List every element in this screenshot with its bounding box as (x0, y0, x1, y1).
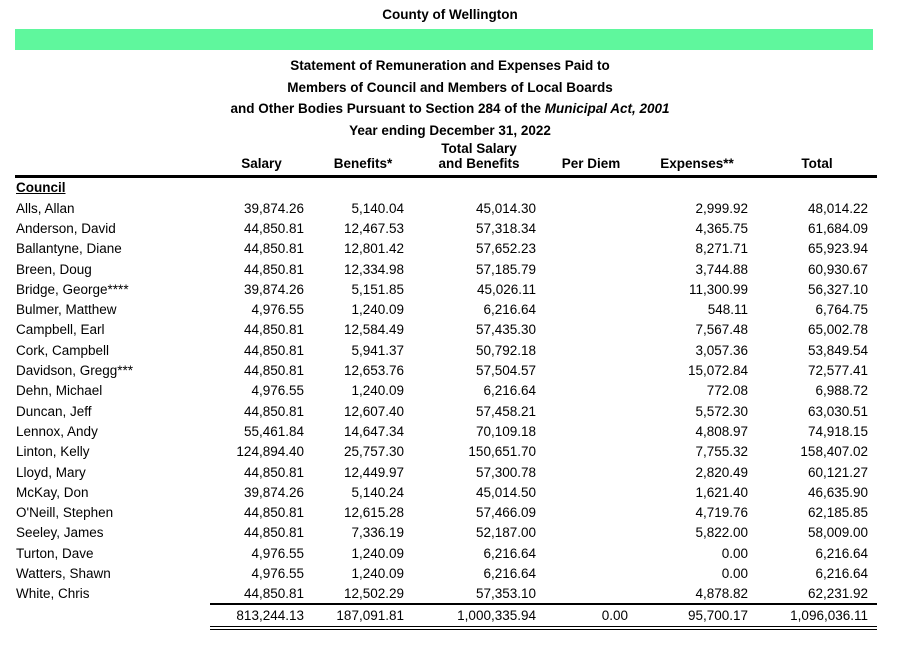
cell-salary: 4,976.55 (251, 565, 304, 581)
cell-name: Linton, Kelly (16, 444, 90, 460)
cell-benefits: 1,240.09 (351, 565, 404, 581)
cell-expenses: 5,572.30 (695, 403, 748, 419)
table-row (15, 360, 877, 380)
cell-per_diem (545, 218, 637, 238)
cell-name: Ballantyne, Diane (16, 241, 122, 257)
cell-total: 60,121.27 (807, 464, 868, 480)
cell-expenses: 4,878.82 (695, 585, 748, 601)
cell-total_salary_benefits: 6,216.64 (483, 383, 536, 399)
table-row (15, 401, 877, 421)
cell-total_salary_benefits: 6,216.64 (483, 565, 536, 581)
cell-salary: 39,874.26 (243, 281, 304, 297)
cell-benefits: 25,757.30 (343, 444, 404, 460)
cell-name: Turton, Dave (16, 545, 94, 561)
table-row (15, 462, 877, 482)
table-row (15, 563, 877, 583)
col-header-salary: Salary (210, 135, 313, 176)
cell-total: 46,635.90 (807, 484, 868, 500)
cell-benefits: 5,140.04 (351, 200, 404, 216)
cell-benefits: 5,941.37 (351, 342, 404, 358)
cell-name: Watters, Shawn (16, 565, 111, 581)
statement-line-4: Year ending December 31, 2022 (349, 122, 551, 138)
cell-total_salary_benefits: 57,318.34 (475, 220, 536, 236)
cell-total_salary_benefits: 57,300.78 (475, 464, 536, 480)
cell-expenses: 15,072.84 (687, 363, 748, 379)
table-row (15, 340, 877, 360)
table-header-row (15, 135, 877, 176)
table-row (15, 279, 877, 299)
cell-total: 65,923.94 (807, 241, 868, 257)
cell-salary: 44,850.81 (243, 261, 304, 277)
cell-per_diem (545, 259, 637, 279)
cell-expenses: 5,822.00 (695, 525, 748, 541)
totals-per-diem: 0.00 (545, 604, 637, 628)
statement-line-1: Statement of Remuneration and Expenses Paid to (290, 58, 610, 73)
cell-total: 6,216.64 (815, 545, 868, 561)
cell-total: 62,231.92 (807, 585, 868, 601)
cell-expenses: 8,271.71 (695, 241, 748, 257)
cell-expenses: 3,744.88 (695, 261, 748, 277)
cell-total_salary_benefits: 57,504.57 (475, 363, 536, 379)
cell-expenses: 1,621.40 (695, 484, 748, 500)
cell-name: McKay, Don (16, 484, 89, 500)
cell-salary: 44,850.81 (243, 403, 304, 419)
cell-expenses: 4,719.76 (695, 505, 748, 521)
cell-per_diem (545, 543, 637, 563)
cell-total: 48,014.22 (807, 200, 868, 216)
totals-total-salary-benefits: 1,000,335.94 (413, 604, 545, 628)
cell-benefits: 5,140.24 (351, 484, 404, 500)
cell-expenses: 772.08 (706, 383, 748, 399)
cell-per_diem (545, 421, 637, 441)
cell-total: 158,407.02 (800, 444, 868, 460)
cell-benefits: 12,607.40 (343, 403, 404, 419)
cell-benefits: 12,502.29 (343, 585, 404, 601)
cell-benefits: 1,240.09 (351, 383, 404, 399)
cell-salary: 4,976.55 (251, 545, 304, 561)
cell-salary: 39,874.26 (243, 200, 304, 216)
cell-salary: 44,850.81 (243, 342, 304, 358)
cell-expenses: 4,808.97 (695, 423, 748, 439)
cell-total: 53,849.54 (807, 342, 868, 358)
cell-total: 62,185.85 (807, 505, 868, 521)
cell-expenses: 7,755.32 (695, 444, 748, 460)
cell-total_salary_benefits: 57,185.79 (475, 261, 536, 277)
statement-line-3-act: Municipal Act, 2001 (544, 101, 670, 116)
cell-name: Bridge, George**** (16, 281, 129, 297)
cell-per_diem (545, 584, 637, 604)
cell-expenses: 3,057.36 (695, 342, 748, 358)
cell-salary: 44,850.81 (243, 464, 304, 480)
highlight-bar (15, 29, 873, 50)
cell-per_diem (545, 239, 637, 259)
cell-expenses: 2,999.92 (695, 200, 748, 216)
totals-name-cell (15, 604, 210, 628)
cell-per_diem (545, 442, 637, 462)
cell-benefits: 12,334.98 (343, 261, 404, 277)
cell-benefits: 12,449.97 (343, 464, 404, 480)
col-header-tsb-line2: and Benefits (438, 156, 520, 171)
cell-total: 74,918.15 (807, 423, 868, 439)
col-header-name (15, 135, 210, 176)
cell-total: 6,764.75 (815, 302, 868, 318)
section-row (15, 176, 877, 198)
cell-per_diem (545, 320, 637, 340)
cell-per_diem (545, 279, 637, 299)
cell-name: Bulmer, Matthew (16, 302, 117, 318)
cell-per_diem (545, 299, 637, 319)
cell-name: Lloyd, Mary (16, 464, 86, 480)
table-row (15, 381, 877, 401)
cell-total_salary_benefits: 57,458.21 (475, 403, 536, 419)
cell-expenses: 0.00 (721, 545, 748, 561)
page-title: County of Wellington (382, 7, 518, 22)
cell-total: 72,577.41 (807, 363, 868, 379)
cell-benefits: 12,615.28 (343, 505, 404, 521)
cell-total_salary_benefits: 52,187.00 (475, 525, 536, 541)
cell-total: 58,009.00 (807, 525, 868, 541)
cell-total: 6,988.72 (815, 383, 868, 399)
cell-salary: 44,850.81 (243, 241, 304, 257)
col-header-per-diem: Per Diem (545, 135, 637, 176)
cell-name: O'Neill, Stephen (16, 505, 114, 521)
cell-benefits: 1,240.09 (351, 545, 404, 561)
table-row (15, 320, 877, 340)
council-rows (15, 198, 877, 604)
cell-total_salary_benefits: 45,014.30 (475, 200, 536, 216)
table-row (15, 482, 877, 502)
cell-total: 63,030.51 (807, 403, 868, 419)
cell-total_salary_benefits: 50,792.18 (475, 342, 536, 358)
table-row (15, 218, 877, 238)
cell-expenses: 11,300.99 (688, 281, 748, 297)
col-header-benefits: Benefits* (313, 135, 413, 176)
col-header-expenses: Expenses** (637, 135, 757, 176)
table-row (15, 502, 877, 522)
cell-name: Davidson, Gregg*** (16, 363, 134, 379)
cell-salary: 4,976.55 (251, 383, 304, 399)
cell-expenses: 548.11 (707, 302, 748, 318)
cell-name: Lennox, Andy (16, 423, 98, 439)
cell-total_salary_benefits: 6,216.64 (483, 545, 536, 561)
table-row (15, 239, 877, 259)
totals-total: 1,096,036.11 (757, 604, 877, 628)
cell-name: White, Chris (16, 586, 90, 602)
table-row (15, 259, 877, 279)
cell-name: Alls, Allan (16, 200, 75, 216)
cell-expenses: 2,820.49 (695, 464, 748, 480)
cell-total_salary_benefits: 57,466.09 (475, 505, 536, 521)
totals-row (15, 604, 877, 628)
cell-name: Cork, Campbell (16, 342, 110, 358)
cell-expenses: 0.00 (721, 565, 748, 581)
cell-name: Campbell, Earl (16, 322, 105, 338)
cell-total: 60,930.67 (807, 261, 868, 277)
cell-salary: 44,850.81 (243, 220, 304, 236)
cell-benefits: 1,240.09 (351, 302, 404, 318)
cell-per_diem (545, 381, 637, 401)
col-header-tsb-line1: Total Salary (441, 140, 517, 156)
cell-per_diem (545, 482, 637, 502)
cell-benefits: 12,653.76 (343, 363, 404, 379)
cell-total_salary_benefits: 57,435.30 (475, 322, 536, 338)
cell-per_diem (545, 523, 637, 543)
cell-total_salary_benefits: 150,651.70 (468, 444, 536, 460)
cell-benefits: 12,801.42 (343, 241, 404, 257)
totals-benefits: 187,091.81 (313, 604, 413, 628)
cell-salary: 44,850.81 (243, 525, 304, 541)
cell-name: Duncan, Jeff (16, 403, 92, 419)
cell-salary: 44,850.81 (243, 322, 304, 338)
cell-salary: 39,874.26 (243, 484, 304, 500)
section-label: Council (16, 180, 66, 196)
cell-per_diem (545, 502, 637, 522)
table-row (15, 523, 877, 543)
cell-total: 6,216.64 (815, 565, 868, 581)
statement-line-2: Members of Council and Members of Local Boards (287, 79, 613, 95)
cell-per_diem (545, 340, 637, 360)
table-row (15, 198, 877, 218)
statement-line-3-prefix: and Other Bodies Pursuant to Section 284 of the (230, 101, 545, 116)
cell-salary: 44,850.81 (243, 505, 304, 521)
cell-total_salary_benefits: 45,014.50 (475, 484, 536, 500)
cell-benefits: 12,467.53 (343, 220, 404, 236)
cell-name: Dehn, Michael (16, 383, 103, 399)
col-header-total: Total (757, 135, 877, 176)
cell-total_salary_benefits: 6,216.64 (483, 302, 536, 318)
col-header-total-salary-benefits (413, 135, 545, 176)
cell-benefits: 12,584.49 (343, 322, 404, 338)
cell-benefits: 5,151.85 (351, 281, 404, 297)
cell-salary: 44,850.81 (243, 363, 304, 379)
cell-total: 61,684.09 (807, 220, 868, 236)
table-row (15, 543, 877, 563)
cell-total: 56,327.10 (807, 281, 868, 297)
cell-benefits: 7,336.19 (351, 525, 404, 541)
cell-salary: 4,976.55 (251, 302, 304, 318)
cell-total_salary_benefits: 57,652.23 (475, 241, 536, 257)
cell-per_diem (545, 563, 637, 583)
cell-name: Anderson, David (16, 220, 116, 236)
cell-total_salary_benefits: 45,026.11 (476, 281, 536, 297)
cell-name: Seeley, James (16, 525, 104, 541)
cell-salary: 44,850.81 (243, 585, 304, 601)
remuneration-table (15, 135, 877, 630)
cell-per_diem (545, 462, 637, 482)
totals-expenses: 95,700.17 (637, 604, 757, 628)
table-row (15, 442, 877, 462)
totals-salary: 813,244.13 (210, 604, 313, 628)
cell-benefits: 14,647.34 (343, 423, 404, 439)
table-row (15, 421, 877, 441)
statement-heading (0, 55, 900, 141)
table-row (15, 299, 877, 319)
cell-salary: 124,894.40 (236, 444, 304, 460)
table-row (15, 584, 877, 604)
cell-per_diem (545, 401, 637, 421)
cell-total_salary_benefits: 70,109.18 (475, 423, 536, 439)
cell-expenses: 4,365.75 (695, 220, 748, 236)
statement-line-3 (0, 98, 900, 120)
cell-total_salary_benefits: 57,353.10 (475, 585, 536, 601)
cell-per_diem (545, 360, 637, 380)
cell-name: Breen, Doug (16, 261, 92, 277)
cell-salary: 55,461.84 (243, 423, 304, 439)
cell-total: 65,002.78 (807, 322, 868, 338)
cell-per_diem (545, 198, 637, 218)
cell-expenses: 7,567.48 (695, 322, 748, 338)
